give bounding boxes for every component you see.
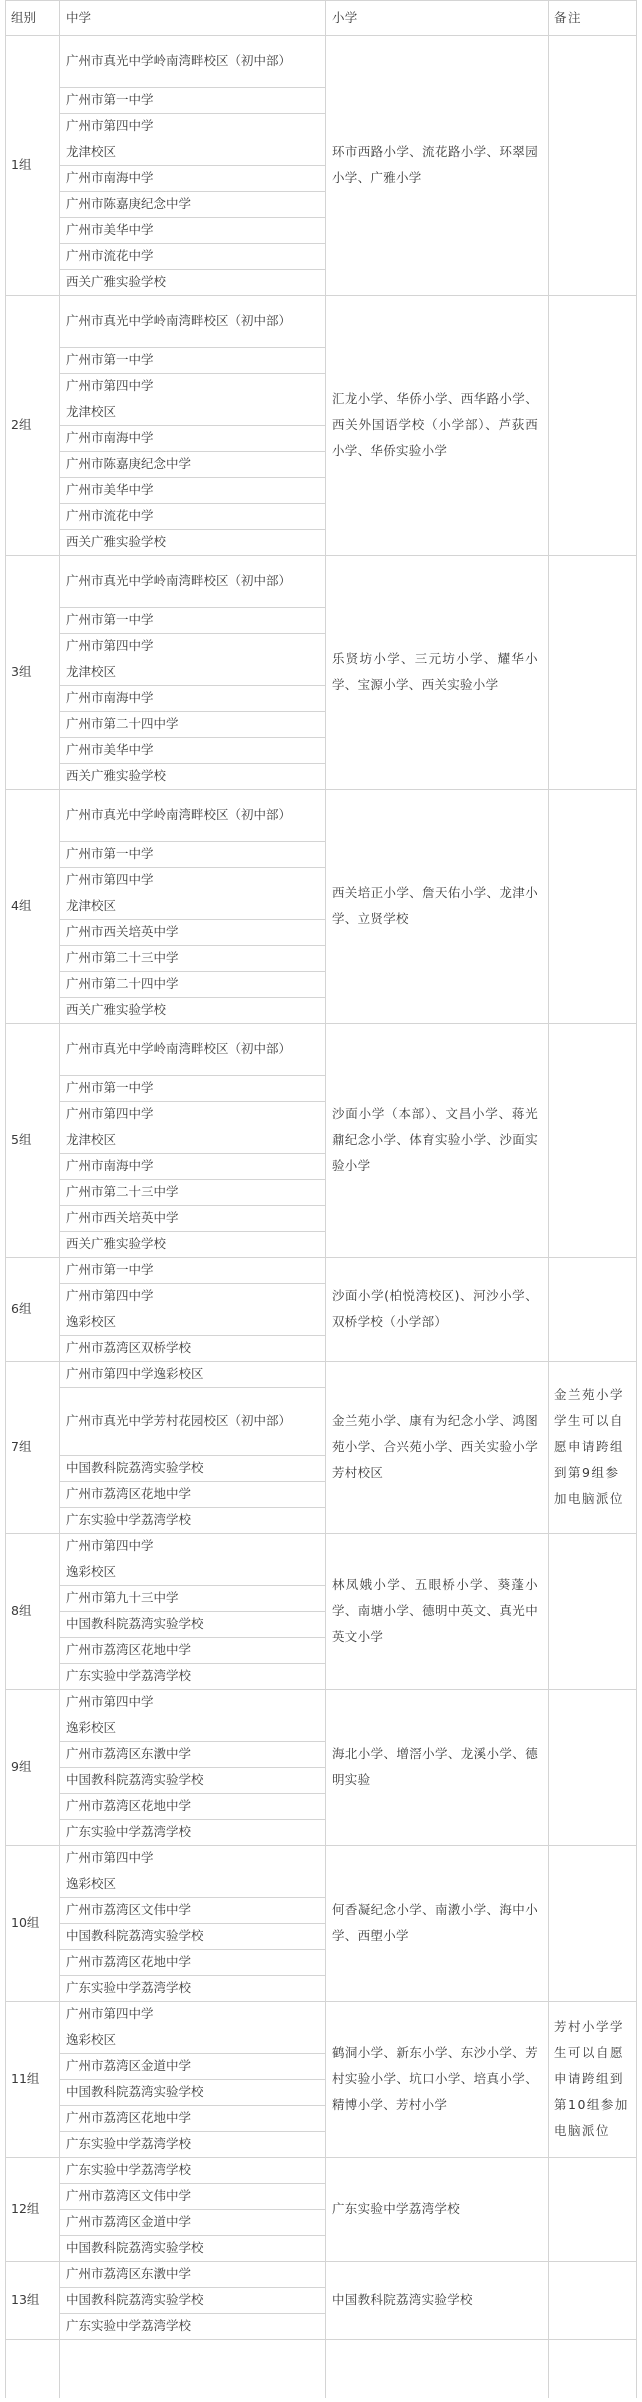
group-label: 2组: [11, 417, 32, 432]
column-divider: [548, 0, 549, 2398]
group-label: 12组: [11, 2201, 40, 2216]
middle-school-cell: 广州市西关培英中学: [66, 1210, 179, 1225]
note-cell: [554, 1023, 632, 1257]
middle-school-cell: 西关广雅实验学校: [66, 1236, 167, 1251]
middle-school-cell: 广州市第九十三中学: [66, 1590, 179, 1605]
middle-school-cell: 广州市荔湾区花地中学: [66, 1486, 192, 1501]
middle-school-cell: 广州市第一中学: [66, 846, 154, 861]
middle-school-cell: 广州市第一中学: [66, 1080, 154, 1095]
middle-school-cell: 广州市真光中学岭南湾畔校区（初中部）: [66, 573, 292, 588]
middle-school-cell: 广州市第四中学 龙津校区: [66, 378, 154, 419]
middle-school-cell: 广东实验中学荔湾学校: [66, 1668, 192, 1683]
group-label: 13组: [11, 2292, 40, 2307]
group-label: 10组: [11, 1915, 40, 1930]
middle-school-cell: 广东实验中学荔湾学校: [66, 1980, 192, 1995]
middle-school-cell: 广州市荔湾区文伟中学: [66, 1902, 192, 1917]
middle-school-cell: 广州市第一中学: [66, 352, 154, 367]
middle-school-cell: 广州市流花中学: [66, 508, 154, 523]
middle-school-cell: 广州市第四中学 龙津校区: [66, 118, 154, 159]
middle-school-cell: 中国教科院荔湾实验学校: [66, 2084, 204, 2099]
middle-school-cell: 广州市荔湾区花地中学: [66, 2110, 192, 2125]
note-cell: [554, 1257, 632, 1361]
group-divider: [5, 2339, 637, 2340]
middle-school-cell: 中国教科院荔湾实验学校: [66, 1772, 204, 1787]
middle-school-cell: 广州市南海中学: [66, 1158, 154, 1173]
note-cell: [554, 1533, 632, 1689]
middle-school-cell: 广州市荔湾区花地中学: [66, 1954, 192, 1969]
middle-school-cell: 广州市荔湾区东漖中学: [66, 2266, 192, 2281]
note-cell: [554, 1689, 632, 1845]
middle-school-cell: 广州市第二十三中学: [66, 950, 179, 965]
primary-schools-cell: 环市西路小学、流花路小学、环翠园小学、广雅小学: [332, 144, 538, 185]
middle-school-cell: 广州市流花中学: [66, 248, 154, 263]
group-label: 1组: [11, 157, 32, 172]
middle-school-cell: 广州市第一中学: [66, 612, 154, 627]
middle-school-cell: 广州市第一中学: [66, 1262, 154, 1277]
primary-schools-cell: 汇龙小学、华侨小学、西华路小学、西关外国语学校（小学部）、芦荻西小学、华侨实验小学: [332, 391, 538, 458]
group-label: 3组: [11, 664, 32, 679]
group-label: 7组: [11, 1439, 32, 1454]
note-cell: [554, 555, 632, 789]
middle-school-cell: 广东实验中学荔湾学校: [66, 1512, 192, 1527]
middle-school-cell: 广东实验中学荔湾学校: [66, 2162, 192, 2177]
middle-school-cell: 广州市荔湾区金道中学: [66, 2058, 192, 2073]
middle-school-cell: 广州市美华中学: [66, 482, 154, 497]
middle-school-cell: 中国教科院荔湾实验学校: [66, 1928, 204, 1943]
middle-school-cell: 广州市第二十四中学: [66, 976, 179, 991]
middle-school-cell: 广州市第四中学 逸彩校区: [66, 1694, 154, 1735]
middle-school-cell: 广州市真光中学岭南湾畔校区（初中部）: [66, 313, 292, 328]
group-label: 6组: [11, 1301, 32, 1316]
middle-school-cell: 广州市第四中学 逸彩校区: [66, 1850, 154, 1891]
middle-school-cell: 广州市真光中学岭南湾畔校区（初中部）: [66, 807, 292, 822]
primary-schools-cell: 何香凝纪念小学、南漖小学、海中小学、西塱小学: [332, 1902, 538, 1943]
primary-schools-cell: 沙面小学(柏悦湾校区)、河沙小学、双桥学校（小学部）: [332, 1288, 538, 1329]
middle-school-cell: 中国教科院荔湾实验学校: [66, 1616, 204, 1631]
middle-school-cell: 西关广雅实验学校: [66, 534, 167, 549]
middle-school-cell: 广州市真光中学岭南湾畔校区（初中部）: [66, 53, 292, 68]
group-label: 4组: [11, 898, 32, 913]
middle-school-cell: 中国教科院荔湾实验学校: [66, 1460, 204, 1475]
middle-school-cell: 广州市第一中学: [66, 92, 154, 107]
middle-school-cell: 广州市荔湾区双桥学校: [66, 1340, 192, 1355]
middle-school-cell: 广州市南海中学: [66, 170, 154, 185]
group-label: 5组: [11, 1132, 32, 1147]
note-cell: 金兰苑小学学生可以自愿申请跨组到第9组参加电脑派位: [554, 1387, 625, 1506]
primary-schools-cell: 金兰苑小学、康有为纪念小学、鸿图苑小学、合兴苑小学、西关实验小学芳村校区: [332, 1413, 538, 1480]
note-cell: [554, 1845, 632, 2001]
middle-school-cell: 广州市第四中学 逸彩校区: [66, 1538, 154, 1579]
middle-school-cell: 广州市荔湾区金道中学: [66, 2214, 192, 2229]
note-cell: [554, 2157, 632, 2261]
group-label: 8组: [11, 1603, 32, 1618]
middle-school-cell: 广州市真光中学芳村花园校区（初中部）: [66, 1413, 292, 1428]
header-note: 备注: [554, 9, 583, 25]
group-label: 11组: [11, 2071, 40, 2086]
middle-school-cell: 广东实验中学荔湾学校: [66, 2136, 192, 2151]
primary-schools-cell: 中国教科院荔湾实验学校: [332, 2292, 473, 2307]
note-cell: 芳村小学学生可以自愿申请跨组到第10组参加电脑派位: [554, 2019, 629, 2138]
middle-school-cell: 广州市真光中学岭南湾畔校区（初中部）: [66, 1041, 292, 1056]
middle-school-cell: 中国教科院荔湾实验学校: [66, 2240, 204, 2255]
middle-school-cell: 广州市第四中学 逸彩校区: [66, 1288, 154, 1329]
middle-school-cell: 广州市第四中学 龙津校区: [66, 872, 154, 913]
primary-schools-cell: 广东实验中学荔湾学校: [332, 2201, 461, 2216]
allocation-table: [5, 0, 637, 2398]
middle-school-cell: 广州市第二十四中学: [66, 716, 179, 731]
middle-school-cell: 广东实验中学荔湾学校: [66, 1824, 192, 1839]
middle-school-cell: 西关广雅实验学校: [66, 768, 167, 783]
middle-school-cell: 广州市第二十三中学: [66, 1184, 179, 1199]
middle-school-cell: 中国教科院荔湾实验学校: [66, 2292, 204, 2307]
middle-school-cell: 广州市陈嘉庚纪念中学: [66, 196, 192, 211]
middle-school-cell: 广州市第四中学 龙津校区: [66, 638, 154, 679]
note-cell: [554, 789, 632, 1023]
middle-school-cell: 广州市第四中学 逸彩校区: [66, 2006, 154, 2047]
primary-schools-cell: 林凤娥小学、五眼桥小学、葵蓬小学、南塘小学、德明中英文、真光中英文小学: [332, 1577, 538, 1644]
middle-school-cell: 广州市西关培英中学: [66, 924, 179, 939]
middle-school-cell: 广州市陈嘉庚纪念中学: [66, 456, 192, 471]
middle-school-cell: 西关广雅实验学校: [66, 1002, 167, 1017]
primary-schools-cell: 鹤洞小学、新东小学、东沙小学、芳村实验小学、坑口小学、培真小学、精博小学、芳村小学: [332, 2045, 538, 2112]
middle-school-cell: 广州市第四中学逸彩校区: [66, 1366, 204, 1381]
middle-school-cell: 广州市第四中学 龙津校区: [66, 1106, 154, 1147]
group-divider: [5, 0, 637, 1]
primary-schools-cell: 西关培正小学、詹天佑小学、龙津小学、立贤学校: [332, 885, 538, 926]
primary-schools-cell: 乐贤坊小学、三元坊小学、耀华小学、宝源小学、西关实验小学: [332, 651, 538, 692]
column-divider: [59, 0, 60, 2398]
header-primary-school: 小学: [332, 9, 358, 25]
middle-school-cell: 广州市南海中学: [66, 690, 154, 705]
middle-school-cell: 广州市美华中学: [66, 222, 154, 237]
column-divider: [636, 0, 637, 2398]
header-middle-school: 中学: [66, 9, 92, 25]
middle-school-cell: 广东实验中学荔湾学校: [66, 2318, 192, 2333]
group-label: 9组: [11, 1759, 32, 1774]
header-group: 组别: [11, 9, 37, 25]
column-divider: [325, 0, 326, 2398]
middle-school-cell: 广州市荔湾区东漖中学: [66, 1746, 192, 1761]
primary-schools-cell: 海北小学、增滘小学、龙溪小学、德明实验: [332, 1746, 538, 1787]
middle-school-cell: 广州市荔湾区文伟中学: [66, 2188, 192, 2203]
note-cell: [554, 295, 632, 555]
primary-schools-cell: 沙面小学（本部）、文昌小学、蒋光鼐纪念小学、体育实验小学、沙面实验小学: [332, 1106, 538, 1173]
middle-school-cell: 广州市美华中学: [66, 742, 154, 757]
note-cell: [554, 35, 632, 295]
middle-school-cell: 广州市荔湾区花地中学: [66, 1642, 192, 1657]
column-divider: [5, 0, 6, 2398]
middle-school-cell: 西关广雅实验学校: [66, 274, 167, 289]
middle-school-cell: 广州市荔湾区花地中学: [66, 1798, 192, 1813]
note-cell: [554, 2261, 632, 2339]
middle-school-cell: 广州市南海中学: [66, 430, 154, 445]
